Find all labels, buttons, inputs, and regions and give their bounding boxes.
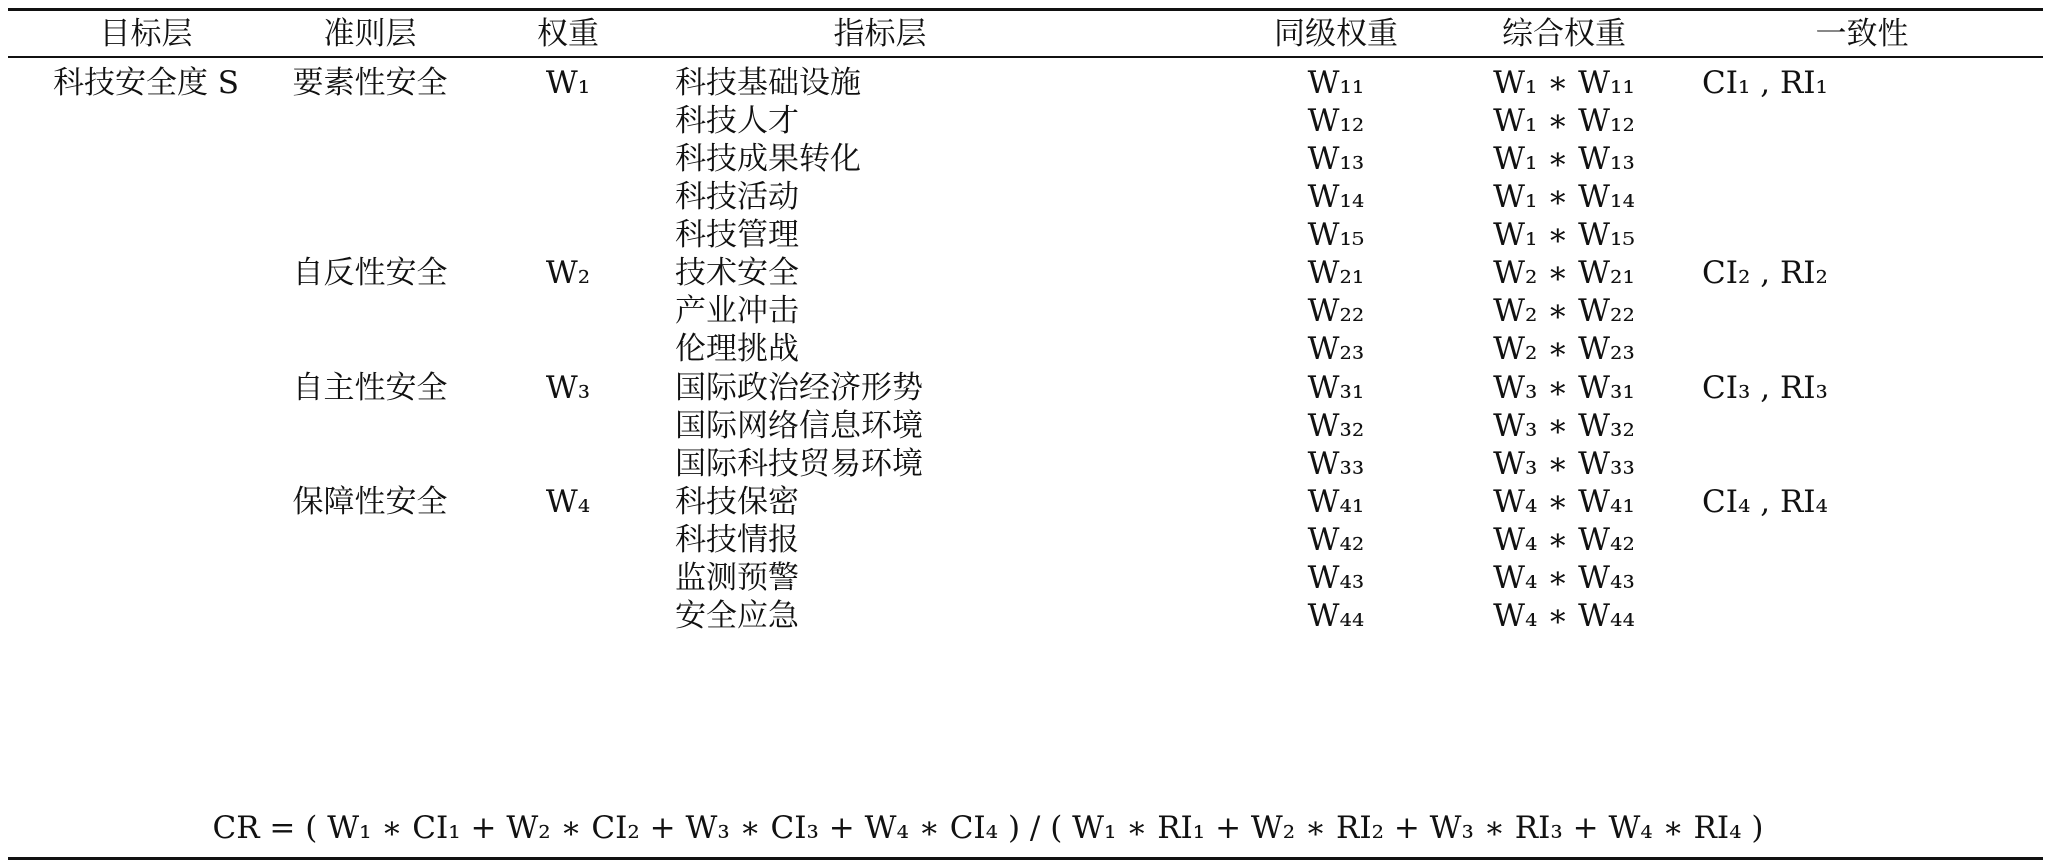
- indicator-peer-weight: W₂₂: [1307, 293, 1365, 329]
- indicator-peer-weight: W₂₁: [1307, 255, 1365, 291]
- consistency-ratio-formula: CR = ( W₁ ∗ CI₁ + W₂ ∗ CI₂ + W₃ ∗ CI₃ + W₄ ∗ CI₄ ) / ( W₁ ∗ RI₁ + W₂ ∗ RI₂ + W₃ ∗ RI₃ + W₄ ∗ RI₄ ): [212, 810, 1764, 846]
- indicator-peer-weight: W₁₄: [1307, 179, 1365, 215]
- header-target-layer: 目标层: [99, 16, 193, 52]
- table-bottom-rule: [8, 857, 2043, 860]
- indicator-composite-weight: W₃ ∗ W₃₃: [1493, 446, 1635, 482]
- indicator-name: 安全应急: [675, 598, 799, 634]
- criteria-name: 自主性安全: [292, 370, 448, 406]
- indicator-name: 技术安全: [675, 255, 799, 291]
- indicator-composite-weight: W₄ ∗ W₄₂: [1493, 522, 1635, 558]
- indicator-name: 监测预警: [675, 560, 799, 596]
- indicator-composite-weight: W₄ ∗ W₄₄: [1493, 598, 1635, 634]
- header-indicator-layer: 指标层: [833, 16, 927, 52]
- indicator-peer-weight: W₃₃: [1307, 446, 1365, 482]
- indicator-composite-weight: W₂ ∗ W₂₁: [1493, 255, 1635, 291]
- indicator-peer-weight: W₄₄: [1307, 598, 1365, 634]
- indicator-composite-weight: W₁ ∗ W₁₄: [1493, 179, 1635, 215]
- header-criteria-layer: 准则层: [323, 16, 417, 52]
- indicator-name: 伦理挑战: [675, 331, 799, 367]
- indicator-name: 产业冲击: [675, 293, 799, 329]
- indicator-composite-weight: W₂ ∗ W₂₃: [1493, 331, 1635, 367]
- criteria-consistency: CI₄ , RI₄: [1702, 484, 1828, 520]
- indicator-composite-weight: W₁ ∗ W₁₂: [1493, 103, 1635, 139]
- indicator-composite-weight: W₂ ∗ W₂₂: [1493, 293, 1635, 329]
- indicator-composite-weight: W₃ ∗ W₃₂: [1493, 408, 1635, 444]
- header-weight: 权重: [537, 16, 599, 52]
- indicator-peer-weight: W₃₁: [1307, 370, 1365, 406]
- table-top-rule: [8, 8, 2043, 11]
- criteria-name: 要素性安全: [292, 65, 448, 101]
- header-composite-weight: 综合权重: [1502, 16, 1626, 52]
- indicator-peer-weight: W₄₃: [1307, 560, 1365, 596]
- indicator-name: 国际政治经济形势: [675, 370, 923, 406]
- indicator-peer-weight: W₄₁: [1307, 484, 1365, 520]
- indicator-name: 国际网络信息环境: [675, 408, 923, 444]
- header-consistency: 一致性: [1815, 16, 1909, 52]
- criteria-weight: W₃: [545, 370, 591, 406]
- table-header-rule: [8, 56, 2043, 58]
- indicator-composite-weight: W₁ ∗ W₁₃: [1493, 141, 1635, 177]
- indicator-name: 国际科技贸易环境: [675, 446, 923, 482]
- indicator-composite-weight: W₄ ∗ W₄₁: [1493, 484, 1635, 520]
- criteria-weight: W₂: [545, 255, 591, 291]
- indicator-composite-weight: W₄ ∗ W₄₃: [1493, 560, 1635, 596]
- header-peer-weight: 同级权重: [1274, 16, 1398, 52]
- indicator-name: 科技情报: [675, 522, 799, 558]
- indicator-composite-weight: W₃ ∗ W₃₁: [1493, 370, 1635, 406]
- indicator-composite-weight: W₁ ∗ W₁₅: [1493, 217, 1635, 253]
- indicator-peer-weight: W₂₃: [1307, 331, 1365, 367]
- indicator-name: 科技基础设施: [675, 65, 861, 101]
- criteria-weight: W₄: [545, 484, 591, 520]
- indicator-peer-weight: W₁₅: [1307, 217, 1365, 253]
- target-layer-cell: 科技安全度 S: [52, 65, 240, 101]
- indicator-peer-weight: W₁₂: [1307, 103, 1365, 139]
- indicator-name: 科技成果转化: [675, 141, 861, 177]
- criteria-consistency: CI₁ , RI₁: [1702, 65, 1828, 101]
- indicator-peer-weight: W₁₁: [1307, 65, 1365, 101]
- criteria-name: 保障性安全: [292, 484, 448, 520]
- indicator-peer-weight: W₄₂: [1307, 522, 1365, 558]
- criteria-weight: W₁: [545, 65, 591, 101]
- indicator-name: 科技管理: [675, 217, 799, 253]
- indicator-composite-weight: W₁ ∗ W₁₁: [1493, 65, 1635, 101]
- criteria-consistency: CI₃ , RI₃: [1702, 370, 1828, 406]
- indicator-name: 科技保密: [675, 484, 799, 520]
- indicator-peer-weight: W₃₂: [1307, 408, 1365, 444]
- criteria-name: 自反性安全: [292, 255, 448, 291]
- indicator-name: 科技人才: [675, 103, 799, 139]
- indicator-peer-weight: W₁₃: [1307, 141, 1365, 177]
- indicator-name: 科技活动: [675, 179, 799, 215]
- criteria-consistency: CI₂ , RI₂: [1702, 255, 1828, 291]
